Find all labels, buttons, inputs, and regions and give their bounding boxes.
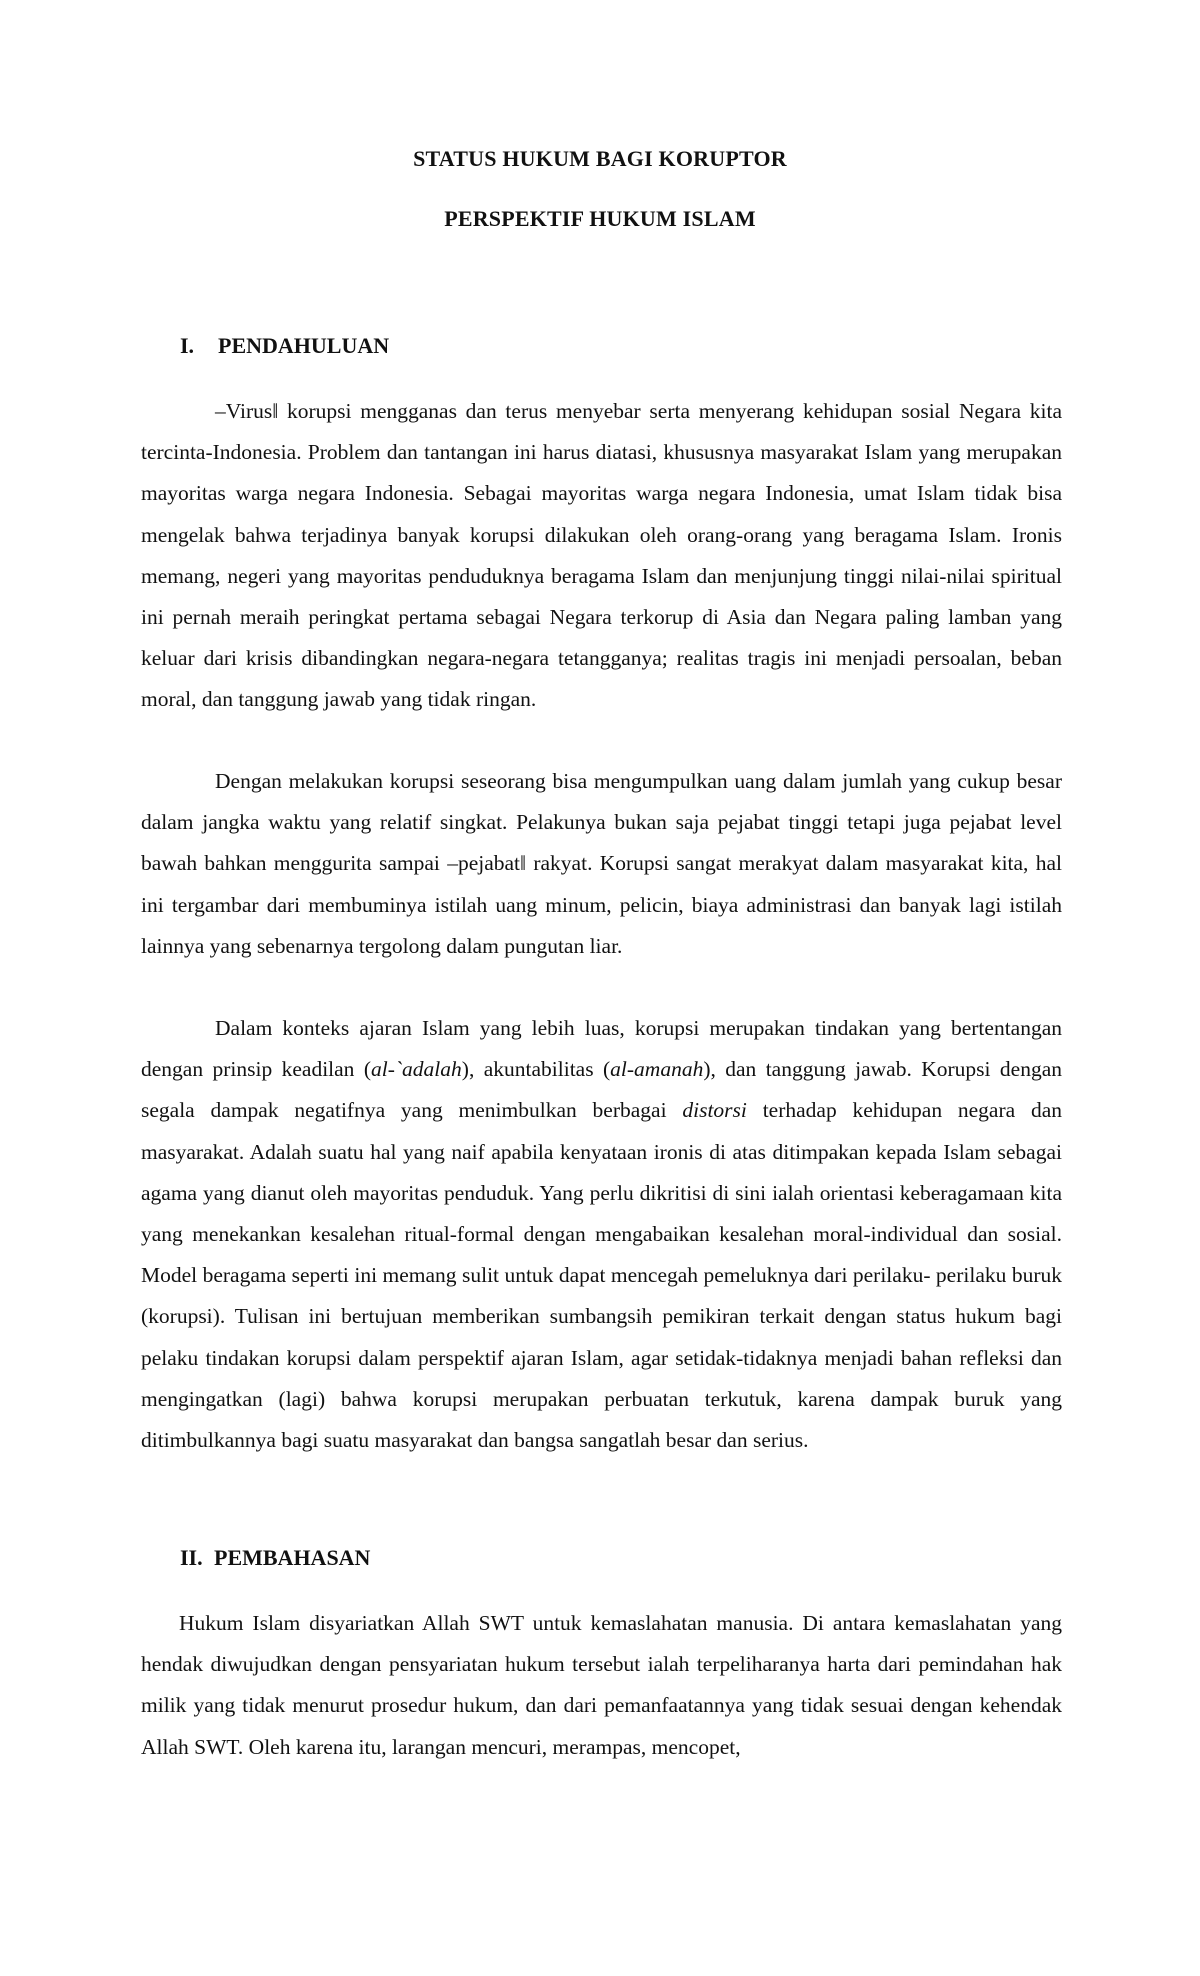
document-title-line2: PERSPEKTIF HUKUM ISLAM [444, 206, 756, 231]
section-number: II. [180, 1545, 203, 1570]
section-heading-pembahasan [180, 1545, 370, 1571]
paragraph-3-text-b: ), akuntabilitas ( [461, 1057, 611, 1082]
paragraph-3 [141, 1008, 1062, 1461]
paragraph-3-text-d: terhadap kehidupan negara dan masyarakat. Adalah suatu hal yang naif apabila kenyataan ironis di atas ditimpakan kepada Islam sebagai agama yang dianut oleh mayoritas penduduk. Yang perlu dikritisi di sini ialah orientasi keberagamaan kita yang menekankan kesalehan ritual-formal dengan mengabaikan kesalehan moral-individual dan sosial. Model beragama seperti ini memang sulit untuk dapat mencegah pemeluknya dari perilaku- perilaku buruk (korupsi). Tulisan ini bertujuan memberikan sumbangsih pemikiran terkait dengan status hukum bagi pelaku tindakan korupsi dalam perspektif ajaran Islam, agar setidak-tidaknya menjadi bahan refleksi dan mengingatkan (lagi) bahwa korupsi merupakan perbuatan terkutuk, karena dampak buruk yang ditimbulkannya bagi suatu masyarakat dan bangsa sangatlah besar dan serius. [141, 1098, 1062, 1453]
term-al-adalah: al-`adalah [371, 1057, 462, 1082]
term-distorsi: distorsi [682, 1098, 747, 1123]
paragraph-3-text-a: Dalam konteks ajaran Islam yang lebih luas, korupsi merupakan tindakan yang bertentangan dengan prinsip keadilan ( [141, 1016, 1062, 1082]
section-heading-text: PENDAHULUAN [218, 333, 390, 358]
paragraph-4: Hukum Islam disyariatkan Allah SWT untuk kemaslahatan manusia. Di antara kemaslahatan yang hendak diwujudkan dengan pensyariatan hukum tersebut ialah terpeliharanya harta dari pemindahan hak milik yang tidak menurut prosedur hukum, dan dari pemanfaatannya yang tidak sesuai dengan kehendak Allah SWT. Oleh karena itu, larangan mencuri, merampas, mencopet, [141, 1611, 1062, 1759]
term-al-amanah: al-amanah [610, 1057, 704, 1082]
section-heading-text: PEMBAHASAN [214, 1545, 371, 1570]
document-title-line1: STATUS HUKUM BAGI KORUPTOR [413, 146, 787, 171]
paragraph-1: ‒Virus‖ korupsi mengganas dan terus menyebar serta menyerang kehidupan sosial Negara kita tercinta-Indonesia. Problem dan tantangan ini harus diatasi, khususnya masyarakat Islam yang merupakan mayoritas warga negara Indonesia. Sebagai mayoritas warga negara Indonesia, umat Islam tidak bisa mengelak bahwa terjadinya banyak korupsi dilakukan oleh orang-orang yang beragama Islam. Ironis memang, negeri yang mayoritas penduduknya beragama Islam dan menjunjung tinggi nilai-nilai spiritual ini pernah meraih peringkat pertama sebagai Negara terkorup di Asia dan Negara paling lamban yang keluar dari krisis dibandingkan negara-negara tetangganya; realitas tragis ini menjadi persoalan, beban moral, dan tanggung jawab yang tidak ringan. [141, 399, 1062, 712]
paragraph-3-text-c: ), dan tanggung jawab. Korupsi dengan segala dampak negatifnya yang menimbulkan berbagai [141, 1057, 1063, 1123]
paragraph-2: Dengan melakukan korupsi seseorang bisa mengumpulkan uang dalam jumlah yang cukup besar dalam jangka waktu yang relatif singkat. Pelakunya bukan saja pejabat tinggi tetapi juga pejabat level bawah bahkan menggurita sampai ‒pejabat‖ rakyat. Korupsi sangat merakyat dalam masyarakat kita, hal ini tergambar dari membuminya istilah uang minum, pelicin, biaya administrasi dan banyak lagi istilah lainnya yang sebenarnya tergolong dalam pungutan liar. [141, 769, 1062, 958]
section-heading-pendahuluan [180, 333, 389, 359]
section-number: I. [180, 333, 195, 358]
